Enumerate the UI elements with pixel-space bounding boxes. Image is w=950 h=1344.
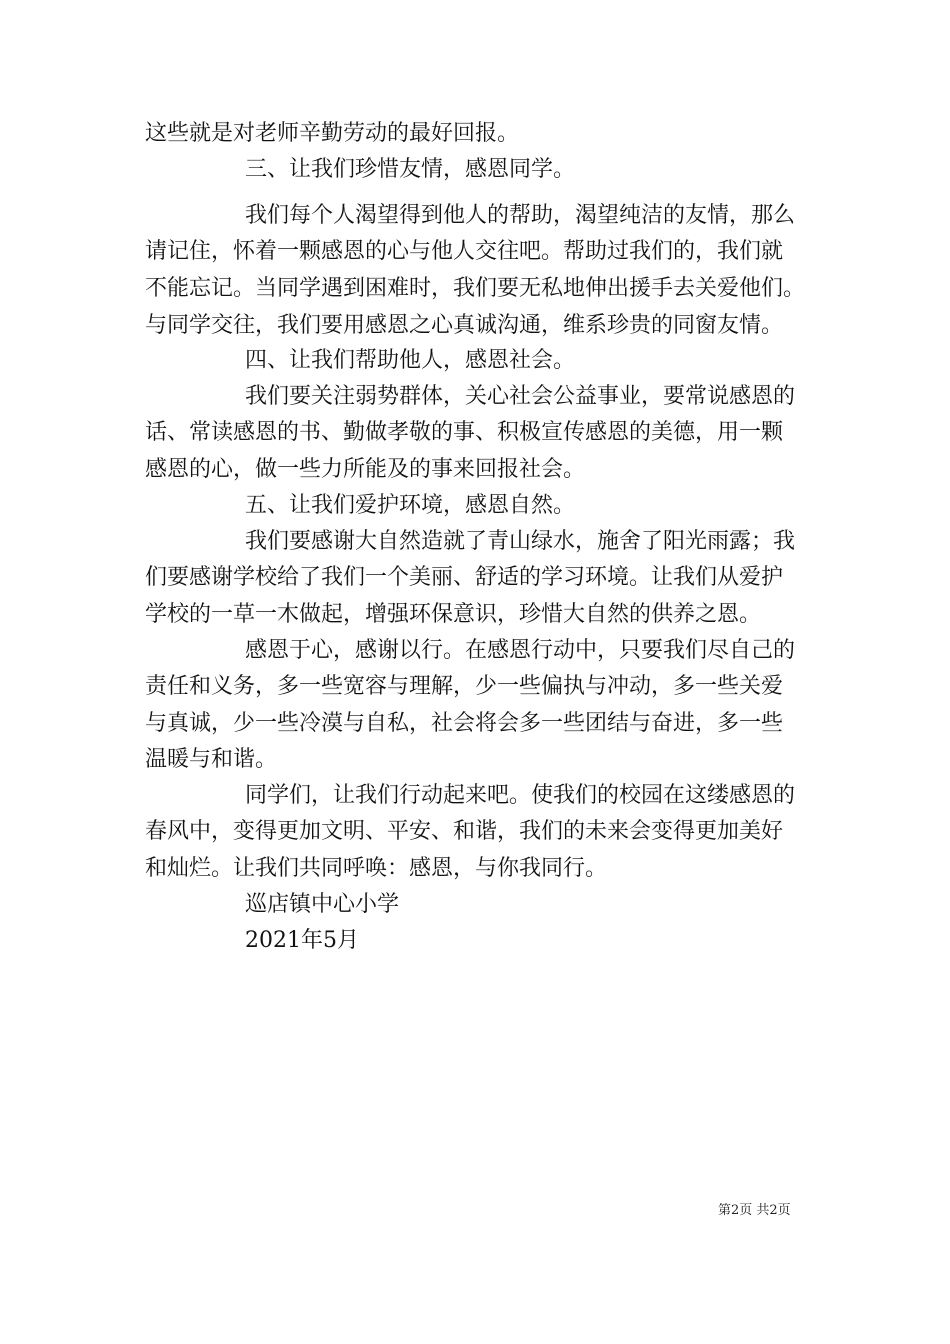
text-line: 与真诚，少一些冷漠与自私，社会将会多一些团结与奋进，多一些 (145, 711, 784, 736)
signature-date: 2021年5月 (245, 928, 359, 953)
text-line: 请记住，怀着一颗感恩的心与他人交往吧。帮助过我们的，我们就 (145, 239, 784, 264)
text-line: 我们每个人渴望得到他人的帮助，渴望纯洁的友情，那么 (245, 203, 796, 228)
text-line: 春风中，变得更加文明、平安、和谐，我们的未来会变得更加美好 (145, 819, 784, 844)
signature-school: 巡店镇中心小学 (245, 892, 400, 917)
text-line: 我们要感谢大自然造就了青山绿水，施舍了阳光雨露；我 (245, 529, 796, 554)
text-line: 话、常读感恩的书、勤做孝敬的事、积极宣传感恩的美德，用一颗 (145, 420, 784, 445)
text-line: 这些就是对老师辛勤劳动的最好回报。 (145, 121, 520, 146)
text-line: 与同学交往，我们要用感恩之心真诚沟通，维系珍贵的同窗友情。 (145, 313, 784, 338)
text-line: 温暖与和谐。 (145, 747, 278, 772)
text-line: 不能忘记。当同学遇到困难时，我们要无私地伸出援手去关爱他们。 (145, 276, 806, 301)
text-line: 感恩于心，感谢以行。在感恩行动中，只要我们尽自己的 (245, 638, 796, 663)
text-line: 学校的一草一木做起，增强环保意识，珍惜大自然的供养之恩。 (145, 602, 762, 627)
text-line: 们要感谢学校给了我们一个美丽、舒适的学习环境。让我们从爱护 (145, 565, 784, 590)
text-line: 感恩的心，做一些力所能及的事来回报社会。 (145, 457, 586, 482)
page-number: 第2页 共2页 (718, 1203, 791, 1218)
section-heading: 四、让我们帮助他人，感恩社会。 (245, 348, 576, 373)
section-heading: 三、让我们珍惜友情，感恩同学。 (245, 157, 576, 182)
text-line: 我们要关注弱势群体，关心社会公益事业，要常说感恩的 (245, 384, 796, 409)
section-heading: 五、让我们爱护环境，感恩自然。 (245, 493, 576, 518)
text-line: 同学们，让我们行动起来吧。使我们的校园在这缕感恩的 (245, 783, 796, 808)
text-line: 责任和义务，多一些宽容与理解，少一些偏执与冲动，多一些关爱 (145, 674, 784, 699)
text-line: 和灿烂。让我们共同呼唤：感恩，与你我同行。 (145, 856, 608, 881)
